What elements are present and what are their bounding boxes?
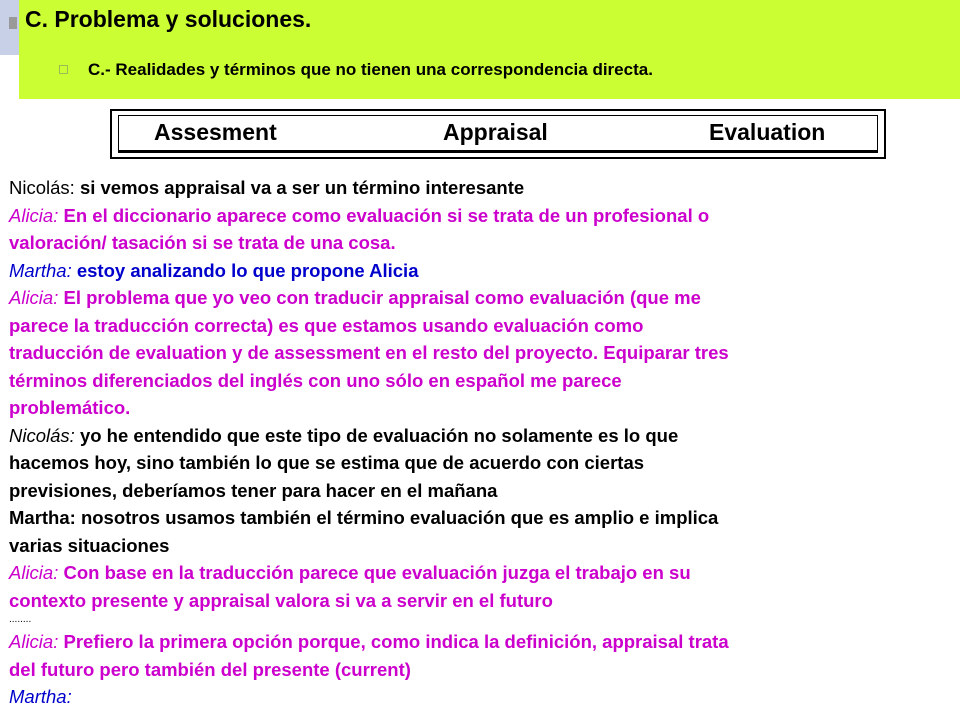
utterance-text: yo he entendido que este tipo de evaluación no solamente es lo que [74, 424, 679, 446]
speaker-label: Nicolás: [9, 424, 75, 446]
utterance-text: si vemos appraisal va a ser un término interesante [74, 177, 525, 198]
speaker-label: Alicia: [9, 631, 59, 652]
transcript-line: Martha: nosotros usamos también el término evaluación que es amplio e implica [9, 507, 719, 528]
utterance-text: El problema que yo veo con traducir appraisal como evaluación (que me [58, 287, 701, 308]
transcript-line [9, 284, 955, 312]
utterance-text: Con base en la traducción parece que evaluación juzga el trabajo en su [58, 562, 691, 583]
transcript-line: parece la traducción correcta) es que estamos usando evaluación como [9, 314, 644, 336]
transcript-line: términos diferenciados del inglés con uno sólo en español me parece [9, 369, 622, 391]
transcript-line [9, 257, 955, 285]
speaker-label: Nicolás: [9, 177, 75, 198]
slide-subheading: C.- Realidades y términos que no tienen una correspondencia directa. [88, 60, 653, 79]
ellipsis-separator: ........ [9, 614, 32, 625]
utterance-text: En el diccionario aparece como evaluación si se trata de un profesional o [58, 204, 710, 226]
square-bullet-icon [59, 65, 68, 74]
transcript-line [9, 628, 955, 656]
transcript-line: hacemos hoy, sino también lo que se estima que de acuerdo con ciertas [9, 452, 645, 473]
transcript-line [9, 683, 955, 711]
transcript-line: traducción de evaluation y de assessment en el resto del proyecto. Equiparar tres [9, 342, 729, 363]
transcript-line: varias situaciones [9, 534, 170, 556]
transcript-line [9, 559, 955, 587]
term-appraisal: Appraisal [443, 119, 548, 145]
terms-box [110, 109, 886, 159]
transcript-line: valoración/ tasación si se trata de una cosa. [9, 232, 396, 253]
transcript-line [9, 174, 955, 202]
term-assesment: Assesment [154, 119, 277, 145]
utterance-text: estoy analizando lo que propone Alicia [71, 259, 419, 281]
speaker-label: Martha: [9, 259, 72, 281]
term-evaluation: Evaluation [709, 119, 826, 145]
transcript-line: previsiones, deberíamos tener para hacer en el mañana [9, 479, 498, 501]
transcript-line [9, 422, 955, 450]
transcript-line: problemático. [9, 397, 131, 418]
transcript-line: del futuro pero también del presente (current) [9, 658, 411, 680]
slide-heading: C. Problema y soluciones. [25, 6, 312, 32]
transcript-line: contexto presente y appraisal valora si va a servir en el futuro [9, 589, 553, 611]
speaker-label: Alicia: [9, 562, 59, 583]
speaker-label: Alicia: [9, 287, 59, 308]
speaker-label: Martha: [9, 686, 72, 707]
speaker-label: Alicia: [9, 204, 59, 226]
utterance-text: Prefiero la primera opción porque, como indica la definición, appraisal trata [58, 631, 729, 652]
transcript-line [9, 202, 955, 230]
transcript [9, 174, 955, 711]
heading-bullet-icon [9, 17, 17, 29]
